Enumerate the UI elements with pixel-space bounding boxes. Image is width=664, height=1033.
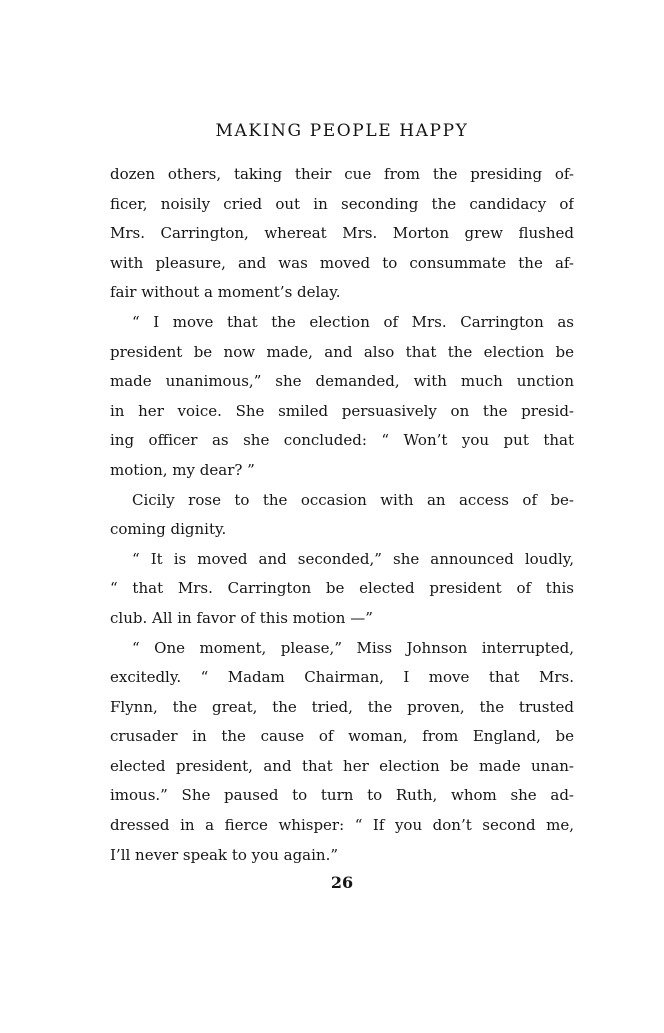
text-line: coming dignity. bbox=[110, 520, 227, 539]
text-line: dressed in a fierce whisper: “ If you don’t second me, bbox=[110, 816, 574, 835]
text-line: ing officer as she concluded: “ Won’t you put that bbox=[110, 431, 574, 450]
text-line: Mrs. Carrington, whereat Mrs. Morton grew flushed bbox=[110, 224, 574, 243]
body-text bbox=[110, 160, 574, 870]
text-line: “ I move that the election of Mrs. Carrington as bbox=[132, 312, 574, 331]
text-line: “ It is moved and seconded,” she announced loudly, bbox=[132, 549, 574, 568]
text-line: president be now made, and also that the election be bbox=[110, 342, 574, 361]
text-line: fair without a moment’s delay. bbox=[110, 283, 341, 302]
text-line: dozen others, taking their cue from the presiding of- bbox=[110, 165, 574, 183]
text-line: with pleasure, and was moved to consummate the af- bbox=[110, 253, 574, 272]
text-line: ficer, noisily cried out in seconding the candidacy of bbox=[110, 194, 574, 213]
text-line: club. All in favor of this motion —” bbox=[110, 608, 373, 627]
text-line: imous.” She paused to turn to Ruth, whom she ad- bbox=[110, 786, 574, 805]
text-line: made unanimous,” she demanded, with much unction bbox=[110, 372, 574, 391]
page-number: 26 bbox=[330, 873, 354, 892]
text-line: in her voice. She smiled persuasively on the presid- bbox=[110, 401, 574, 420]
running-head: MAKING PEOPLE HAPPY bbox=[215, 121, 469, 141]
text-line: Flynn, the great, the tried, the proven, the trusted bbox=[110, 697, 574, 716]
text-line: elected president, and that her election be made unan- bbox=[110, 756, 574, 775]
text-line: excitedly. “ Madam Chairman, I move that Mrs. bbox=[110, 668, 574, 687]
text-line: Cicily rose to the occasion with an access of be- bbox=[132, 490, 574, 509]
text-line: I’ll never speak to you again.” bbox=[110, 845, 339, 864]
text-line: motion, my dear? ” bbox=[110, 460, 255, 479]
text-line: crusader in the cause of woman, from England, be bbox=[110, 727, 574, 746]
text-line: “ One moment, please,” Miss Johnson interrupted, bbox=[132, 638, 574, 657]
text-line: “ that Mrs. Carrington be elected president of this bbox=[110, 579, 574, 598]
